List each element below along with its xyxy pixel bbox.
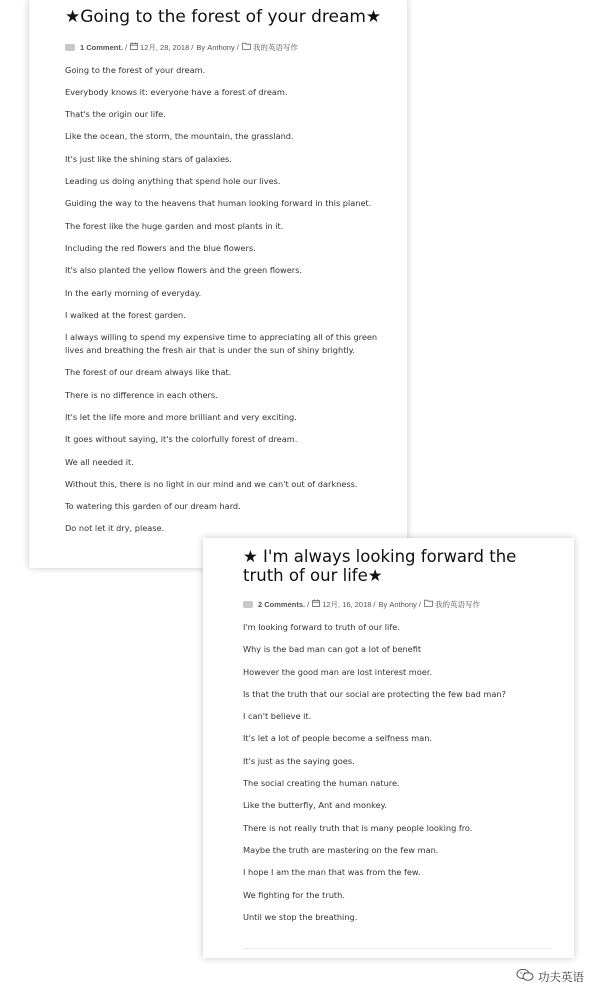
post-title[interactable]: ★Going to the forest of your dream★ <box>65 7 382 27</box>
folder-icon <box>242 42 251 52</box>
body-line: Do not let it dry, please. <box>65 523 165 534</box>
post-date: 12月, 28, 2018 <box>140 42 190 52</box>
body-line: It's let a lot of people become a selfness man. <box>243 733 433 744</box>
body-line: Why is the bad man can got a lot of benefit <box>243 644 422 655</box>
post-date: 12月, 16, 2018 <box>322 599 372 609</box>
category-link[interactable]: 我的英语写作 <box>252 42 298 52</box>
post-meta <box>243 599 556 610</box>
comments-link[interactable]: 2 Comments. <box>258 599 306 609</box>
comment-icon <box>243 601 253 608</box>
body-line: I always willing to spend my expensive time to appreciating all of this green lives and breathing the fresh air that is under the sun of shiny brightly. <box>65 332 378 356</box>
body-line: Is that the truth that our social are protecting the few bad man? <box>243 688 506 699</box>
body-line: Like the butterfly, Ant and monkey. <box>243 800 387 811</box>
body-line: I'm looking forward to truth of our life. <box>243 621 400 632</box>
body-line: I can't believe it. <box>243 711 312 722</box>
category-link[interactable]: 我的英语写作 <box>435 599 480 609</box>
body-line: It's let the life more and more brilliant and very exciting. <box>65 412 297 422</box>
meta-separator: / <box>191 42 194 52</box>
watermark-text: 功夫英语 <box>538 971 584 984</box>
body-line: That's the origin our life. <box>65 109 166 120</box>
comment-icon <box>65 44 75 51</box>
body-line: In the early morning of everyday. <box>65 287 202 298</box>
body-line: The forest like the huge garden and most plants in it. <box>65 220 284 231</box>
author-link[interactable]: Anthony <box>207 42 235 52</box>
wechat-icon <box>516 968 534 985</box>
by-label: By <box>196 42 206 52</box>
body-line: The social creating the human nature. <box>243 778 400 789</box>
body-line: Like the ocean, the storm, the mountain, the grassland. <box>65 131 294 142</box>
comments-link[interactable]: 1 Comment. <box>80 42 123 52</box>
folder-icon <box>424 599 433 609</box>
meta-separator: / <box>236 42 239 52</box>
body-line: To watering this garden of our dream hard. <box>65 501 241 512</box>
calendar-icon <box>312 599 320 609</box>
author-link[interactable]: Anthony <box>389 599 417 609</box>
body-line: Including the red flowers and the blue flowers. <box>65 242 256 253</box>
post-title[interactable]: ★ I'm always looking forward the truth of our life★ <box>243 547 517 585</box>
body-line: Without this, there is no light in our mind and we can't out of darkness. <box>65 478 358 489</box>
body-line: Leading us doing anything that spend hole our lives. <box>65 176 281 187</box>
body-line: I hope I am the man that was from the few. <box>243 867 421 878</box>
body-line: The forest of our dream always like that. <box>65 367 232 378</box>
by-label: By <box>378 599 388 609</box>
body-line: We all needed it. <box>65 456 134 467</box>
body-line: It's just as the saying goes. <box>243 755 355 766</box>
post-card-2 <box>203 538 574 958</box>
body-line: We fighting for the truth. <box>243 889 345 900</box>
body-line: Guiding the way to the heavens that human looking forward in this planet. <box>65 198 372 209</box>
body-line: It's also planted the yellow flowers and the green flowers. <box>65 265 302 276</box>
meta-separator: / <box>418 599 421 609</box>
meta-separator: / <box>373 599 376 609</box>
post-body <box>243 621 556 924</box>
body-line: There is not really truth that is many people looking fro. <box>243 822 473 833</box>
watermark <box>516 968 584 985</box>
calendar-icon <box>130 42 138 52</box>
post-divider <box>243 948 552 949</box>
meta-separator: / <box>124 42 128 52</box>
body-line: Maybe the truth are mastering on the few man. <box>243 844 439 855</box>
body-line: Until we stop the breathing. <box>243 911 358 922</box>
post-card-1 <box>29 0 407 568</box>
body-line: Going to the forest of your dream. <box>65 64 206 75</box>
post-body <box>65 64 387 536</box>
body-line: However the good man are lost interest moer. <box>243 666 433 677</box>
body-line: I walked at the forest garden. <box>65 309 186 320</box>
body-line: It's just like the shining stars of galaxies. <box>65 153 232 164</box>
post-meta <box>65 42 387 53</box>
body-line: It goes without saying, it's the colorfully forest of dream. <box>65 434 298 445</box>
meta-separator: / <box>307 599 310 609</box>
body-line: There is no difference in each others. <box>65 389 218 400</box>
body-line: Everybody knows it: everyone have a forest of dream. <box>65 86 288 97</box>
